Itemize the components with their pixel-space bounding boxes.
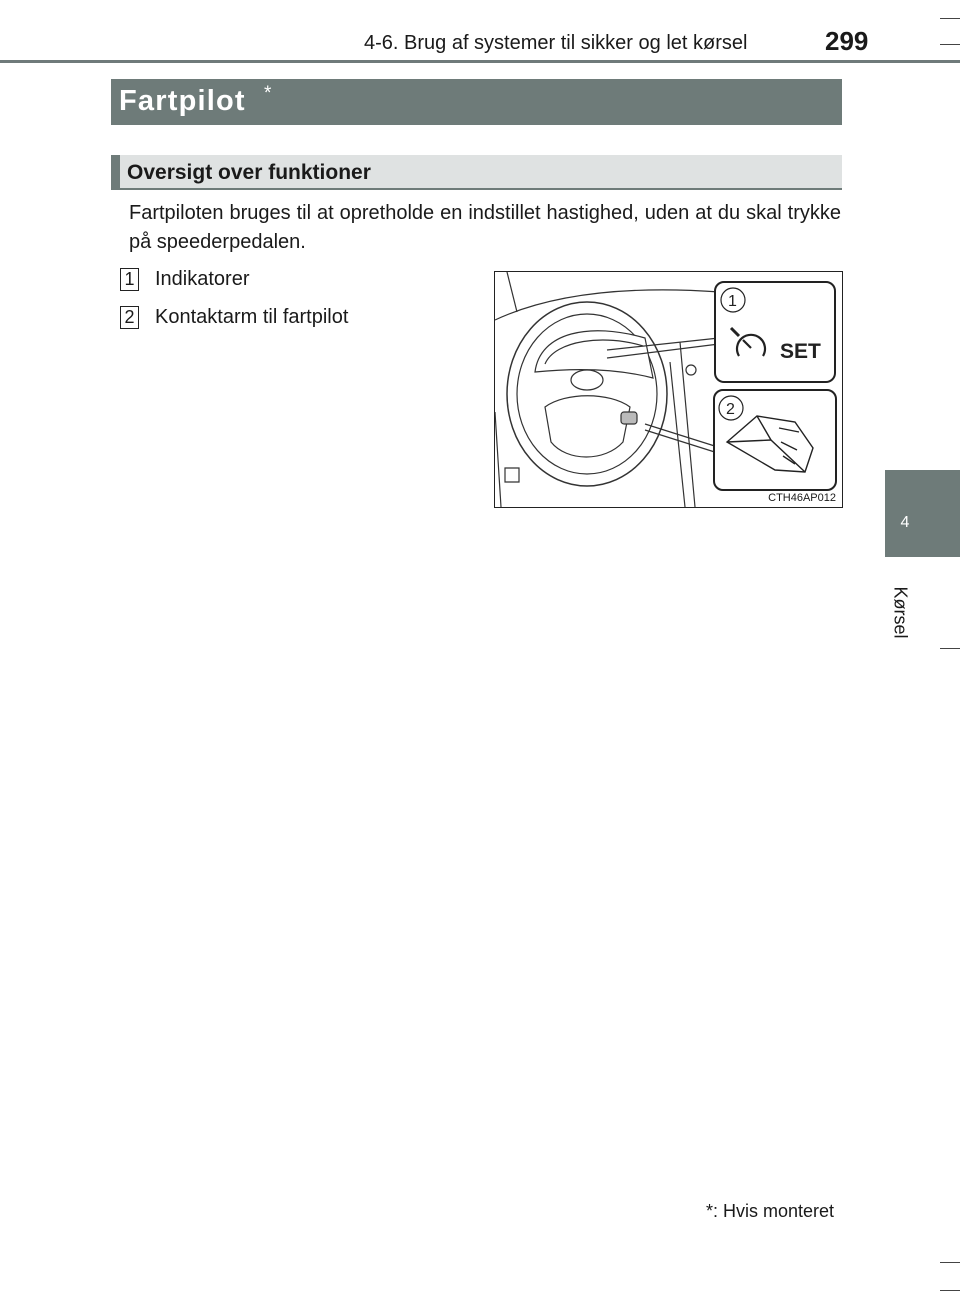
subsection-rule <box>111 188 842 190</box>
title-bar <box>111 79 842 125</box>
item-number-2: 2 <box>120 306 139 329</box>
callout-2-label: 2 <box>726 401 735 418</box>
header-rule <box>0 60 960 63</box>
chapter-tab <box>885 470 960 557</box>
crop-mark <box>940 1262 960 1263</box>
callout-1-label: 1 <box>728 293 737 310</box>
crop-mark <box>940 18 960 19</box>
figure <box>494 271 843 508</box>
item-label-1: Indikatorer <box>155 268 250 290</box>
subsection-heading <box>111 155 842 190</box>
cockpit-illustration <box>495 272 842 507</box>
chapter-number: 4 <box>900 514 910 531</box>
crop-mark <box>940 648 960 649</box>
title-asterisk: * <box>264 83 272 104</box>
figure-code: CTH46AP012 <box>768 492 836 504</box>
subsection-accent <box>111 155 120 190</box>
page-title: Fartpilot <box>119 85 246 117</box>
intro-paragraph: Fartpiloten bruges til at opretholde en indstillet hastighed, uden at du skal trykke på speederpedalen. <box>129 202 841 253</box>
crop-mark <box>940 1290 960 1291</box>
item-label-2: Kontaktarm til fartpilot <box>155 306 349 328</box>
footnote: *: Hvis monteret <box>706 1201 835 1221</box>
section-header: 4-6. Brug af systemer til sikker og let kørsel <box>364 32 748 54</box>
subsection-title: Oversigt over funktioner <box>127 161 371 184</box>
crop-mark <box>940 44 960 45</box>
item-number-1: 1 <box>120 268 139 291</box>
chapter-label <box>890 580 916 650</box>
chapter-label-text: Kørsel <box>890 586 911 639</box>
page-number: 299 <box>825 26 869 56</box>
set-indicator-text: SET <box>780 340 821 363</box>
